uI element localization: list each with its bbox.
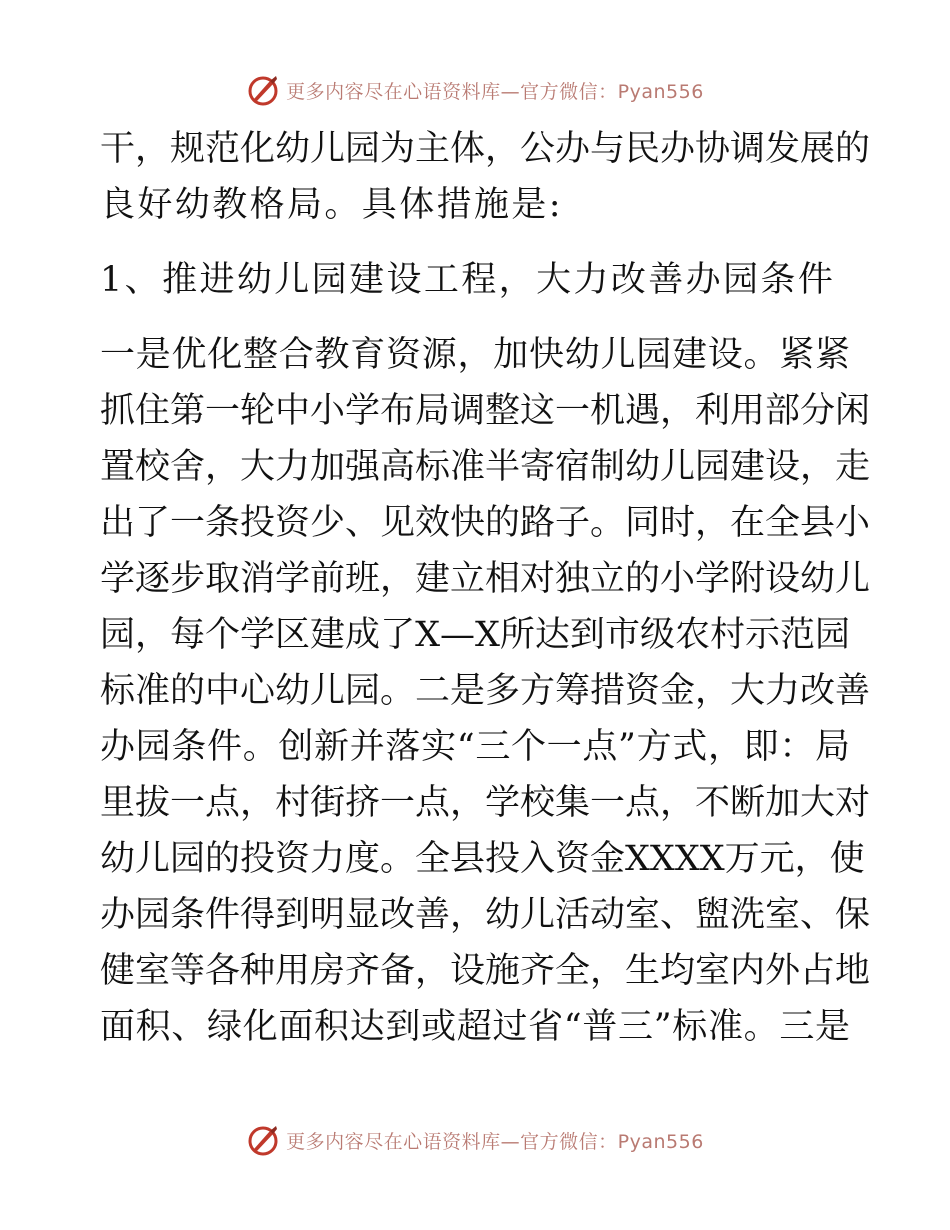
header-watermark [0, 70, 950, 110]
text-line: 园，每个学区建成了X—X所达到市级农村示范园 [100, 615, 850, 655]
text-line: 一是优化整合教育资源，加快幼儿园建设。紧紧 [100, 335, 850, 375]
text-line: 里拔一点，村街挤一点，学校集一点，不断加大对 [100, 783, 871, 823]
watermark-text: 更多内容尽在心语资料库—官方微信：Pyan556 [286, 80, 704, 103]
quill-logo-icon [246, 1123, 280, 1157]
text-line: 干，规范化幼儿园为主体，公办与民办协调发展的 [100, 129, 871, 169]
text-line: 良好幼教格局。具体措施是: [100, 185, 563, 225]
text-line: 学逐步取消学前班，建立相对独立的小学附设幼儿 [100, 559, 871, 599]
quill-logo-icon [246, 73, 280, 107]
text-line: 面积、绿化面积达到或超过省“普三”标准。三是 [100, 1007, 850, 1047]
text-line: 抓住第一轮中小学布局调整这一机遇，利用部分闲 [100, 391, 871, 431]
text-line: 标准的中心幼儿园。二是多方筹措资金，大力改善 [100, 671, 871, 711]
text-line: 置校舍，大力加强高标准半寄宿制幼儿园建设，走 [100, 447, 871, 487]
watermark-text: 更多内容尽在心语资料库—官方微信：Pyan556 [286, 1130, 704, 1153]
footer-watermark [0, 1120, 950, 1160]
section-heading: 1、推进幼儿园建设工程，大力改善办园条件 [100, 260, 836, 300]
text-line: 幼儿园的投资力度。全县投入资金XXXX万元，使 [100, 839, 865, 879]
text-line: 办园条件。创新并落实“三个一点”方式，即：局 [100, 727, 850, 767]
text-line: 健室等各种用房齐备，设施齐全，生均室内外占地 [100, 951, 871, 991]
text-line: 出了一条投资少、见效快的路子。同时，在全县小 [100, 503, 871, 543]
text-line: 办园条件得到明显改善，幼儿活动室、盥洗室、保 [100, 895, 871, 935]
